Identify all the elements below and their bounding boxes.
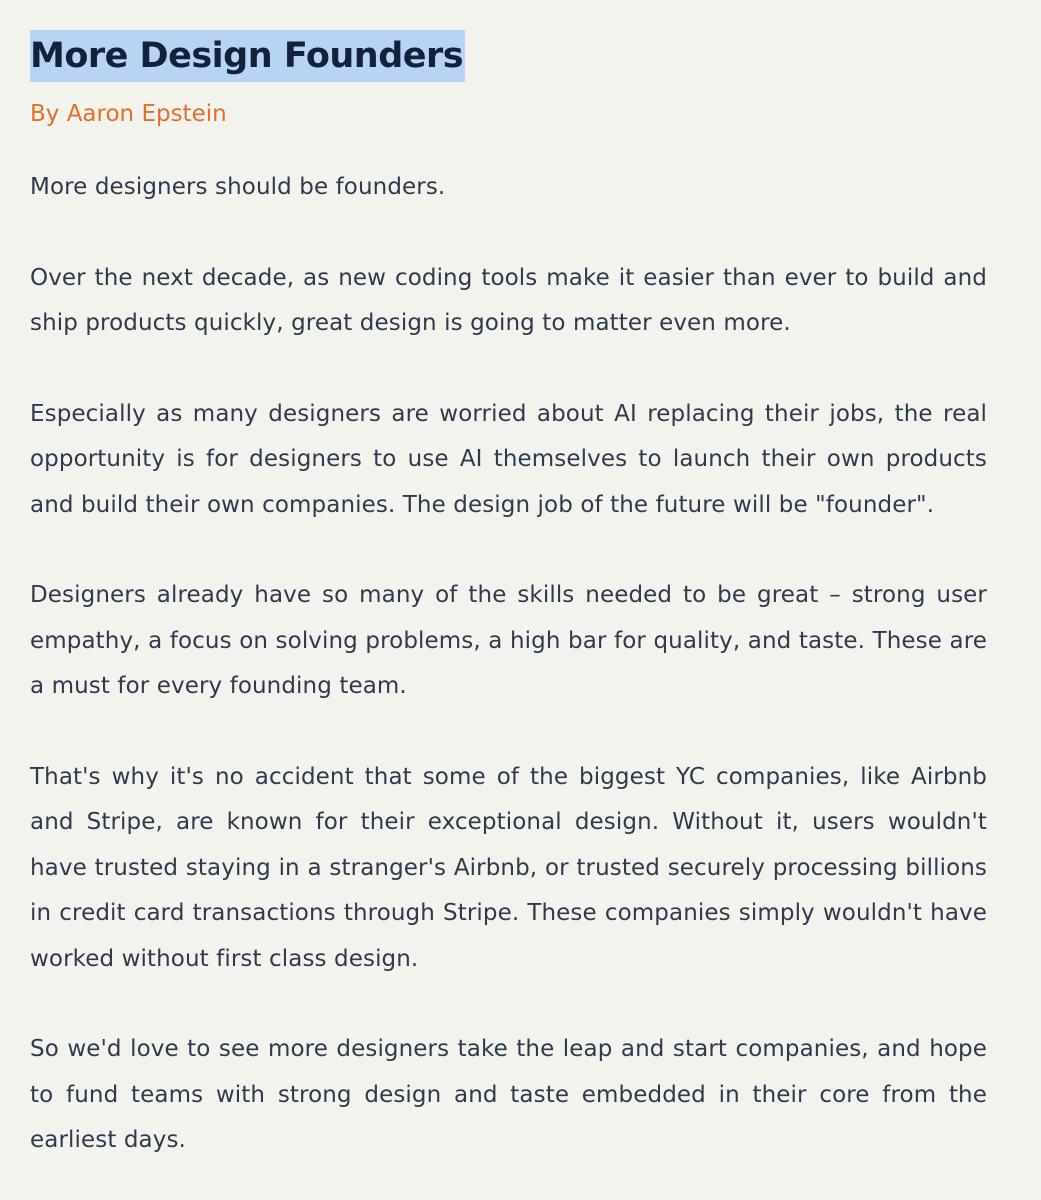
article-body [30, 165, 987, 1164]
article-paragraph: Especially as many designers are worried about AI replacing their jobs, the real opportunity is for designers to use AI themselves to launch their own products and build their own companies. The design job of the future will be "founder". [30, 400, 987, 518]
article-paragraph: So we'd love to see more designers take the leap and start companies, and hope to fund teams with strong design and taste embedded in their core from the earliest days. [30, 1036, 987, 1153]
article-paragraph: Over the next decade, as new coding tools make it easier than ever to build and ship products quickly, great design is going to matter even more. [30, 264, 987, 336]
article-title: More Design Founders [30, 30, 465, 82]
article-paragraph: That's why it's no accident that some of the biggest YC companies, like Airbnb and Stripe, are known for their exceptional design. Without it, users wouldn't have trusted staying in a stranger's Airbnb, or trusted securely processing billions in credit card transactions through Stripe. These companies simply wouldn't have worked without first class design. [30, 763, 987, 972]
article-paragraph: Designers already have so many of the skills needed to be great – strong user empathy, a focus on solving problems, a high bar for quality, and taste. These are a must for every founding team. [30, 582, 987, 699]
article-paragraph: More designers should be founders. [30, 174, 446, 200]
author-byline: By Aaron Epstein [30, 101, 227, 127]
